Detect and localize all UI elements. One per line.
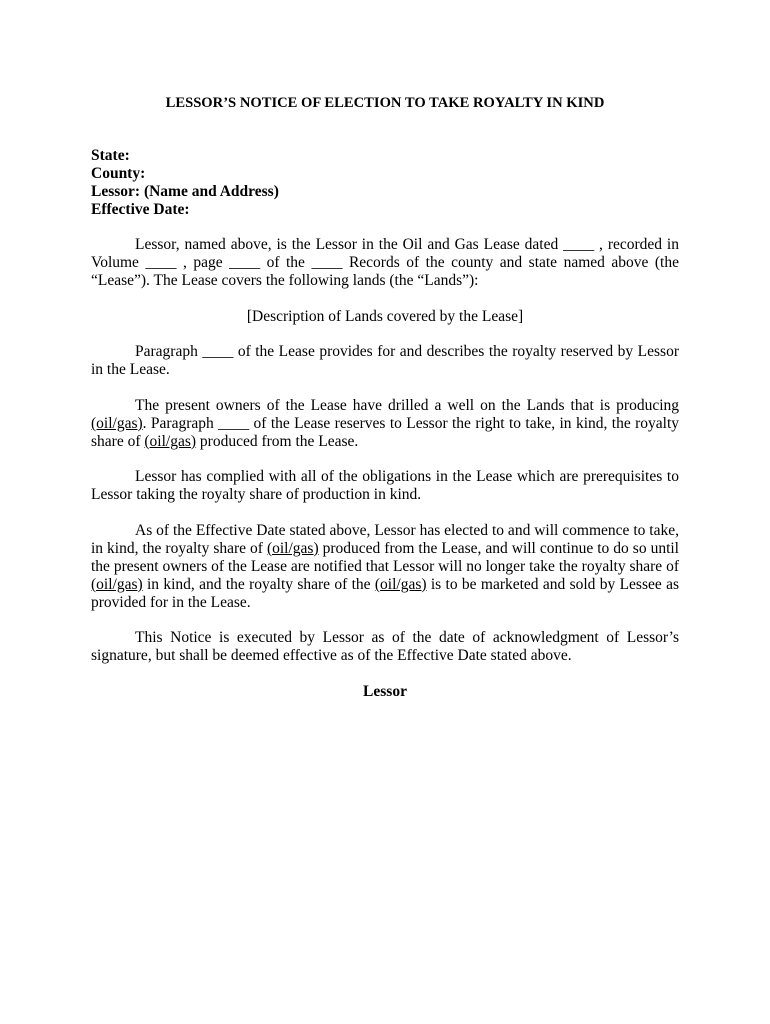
paragraph-well-producing	[91, 397, 679, 451]
paragraph-lease-recital	[91, 236, 679, 290]
paragraph-execution: This Notice is executed by Lessor as of the date of acknowledgment of Lessor’s signature, but shall be deemed effective as of the Effective Date stated above.	[91, 629, 679, 664]
well-text-3: produced from the Lease.	[196, 432, 359, 450]
oil-gas-blank: (oil/gas)	[144, 432, 197, 450]
oil-gas-blank: (oil/gas)	[266, 539, 319, 557]
effective-date-label: Effective Date:	[91, 200, 190, 218]
paragraph-obligations-complied: Lessor has complied with all of the obligations in the Lease which are prerequisites to Lessor taking the royalty share of production in kind.	[91, 468, 679, 503]
election-text-2: produced from the Lease, and will continue to do so until the present owners of the Lease are notified that Lessor will no longer take the royalty share of	[91, 539, 679, 575]
well-text-2: . Paragraph ____ of the Lease reserves to Lessor the right to take, in kind, the royalty share of	[91, 414, 679, 450]
election-text-3: in kind, and the royalty share of the	[142, 575, 375, 593]
oil-gas-blank: (oil/gas)	[91, 575, 143, 593]
oil-gas-blank: (oil/gas)	[374, 575, 427, 593]
lessor-label: Lessor: (Name and Address)	[91, 182, 279, 200]
lands-description-placeholder: [Description of Lands covered by the Lease]	[246, 308, 524, 325]
header-fields	[91, 147, 679, 219]
election-text-1: As of the Effective Date stated above, Lessor has elected to and will commence to take, in kind, the royalty share of	[91, 522, 679, 557]
paragraph-royalty-reserved: Paragraph ____ of the Lease provides for and describes the royalty reserved by Lessor in the Lease.	[91, 343, 679, 378]
signature-label: Lessor	[363, 683, 407, 700]
paragraph-election	[91, 522, 679, 612]
election-text-4: is to be marketed and sold by Lessee as provided for in the Lease.	[91, 575, 679, 611]
document-title: LESSOR’S NOTICE OF ELECTION TO TAKE ROYALTY IN KIND	[165, 95, 605, 111]
state-label: State:	[91, 147, 130, 164]
well-text-1: The present owners of the Lease have drilled a well on the Lands that is producing	[135, 397, 679, 414]
oil-gas-blank: (oil/gas)	[91, 414, 143, 432]
lease-recital-text: Lessor, named above, is the Lessor in the Oil and Gas Lease dated ____ , recorded in Volume ____ , page ____ of the ____ Records of the county and state named above (the “Lease”). The Lease covers the following lands (the “Lands”):	[91, 236, 679, 289]
county-label: County:	[91, 164, 146, 182]
